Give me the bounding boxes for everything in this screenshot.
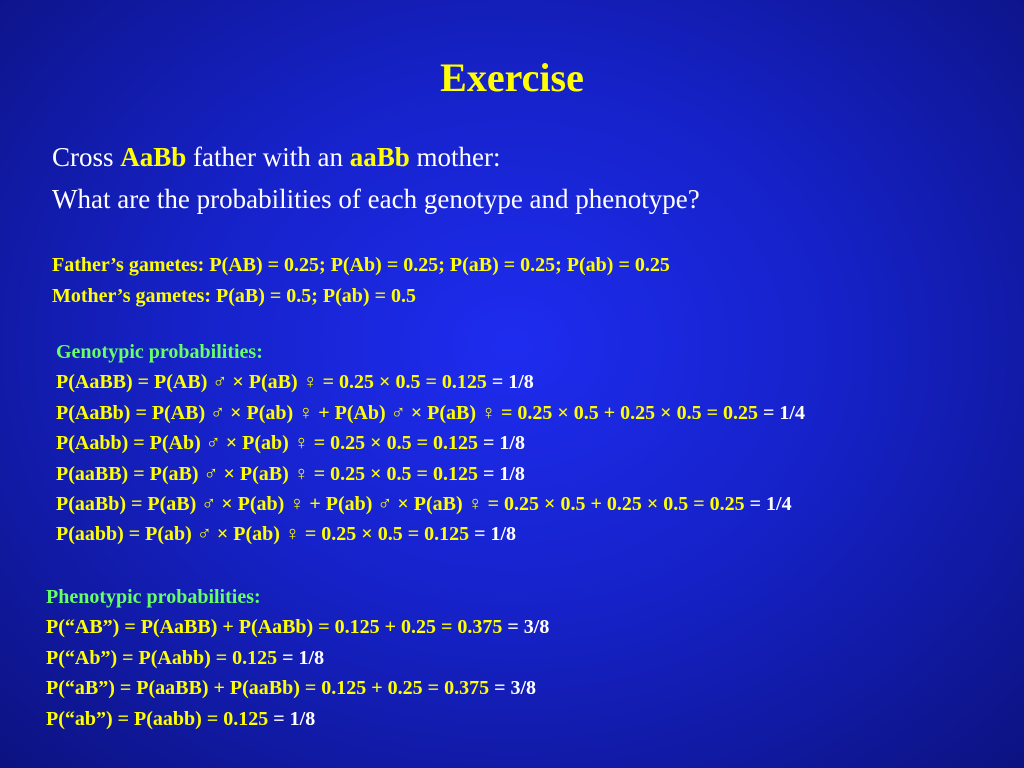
genotype-equation	[56, 489, 805, 519]
equation-result: = 1/8	[477, 432, 525, 455]
prompt-text-a: Cross	[52, 142, 121, 172]
genotype-equation	[56, 459, 805, 489]
phenotypic-header: Phenotypic probabilities:	[46, 586, 261, 608]
equation-result: = 3/8	[502, 616, 550, 639]
genotype-equation	[56, 367, 805, 397]
prompt-text-b: father with an	[186, 142, 350, 172]
father-gametes: Father’s gametes: P(AB) = 0.25; P(Ab) = 0.25; P(aB) = 0.25; P(ab) = 0.25	[52, 254, 670, 276]
genotype-equation	[56, 519, 805, 549]
equation-text: P(AaBB) = P(AB) ♂ × P(aB) ♀ = 0.25 × 0.5 = 0.125	[56, 371, 487, 394]
phenotypic-block	[46, 582, 549, 734]
genotypic-header: Genotypic probabilities:	[56, 341, 263, 363]
phenotype-equation	[46, 673, 549, 703]
equation-result: = 1/8	[477, 462, 525, 485]
genotypic-block	[56, 337, 805, 550]
phenotype-equation	[46, 612, 549, 642]
equation-result: = 1/8	[486, 371, 534, 394]
equation-result: = 1/4	[744, 493, 792, 516]
genotype-equation	[56, 398, 805, 428]
mother-genotype: aaBb	[349, 142, 410, 172]
prompt-text-c: mother:	[409, 142, 501, 172]
mother-gametes: Mother’s gametes: P(aB) = 0.5; P(ab) = 0.5	[52, 285, 416, 307]
prompt-line-2: What are the probabilities of each genotype and phenotype?	[52, 184, 700, 214]
equation-text: P(“Ab”) = P(Aabb) = 0.125	[46, 646, 278, 669]
equation-text: P(aaBB) = P(aB) ♂ × P(aB) ♀ = 0.25 × 0.5 = 0.125	[56, 462, 478, 485]
equation-text: P(aaBb) = P(aB) ♂ × P(ab) ♀ + P(ab) ♂ × P(aB) ♀ = 0.25 × 0.5 + 0.25 × 0.5 = 0.25	[56, 493, 745, 516]
phenotype-equation	[46, 643, 549, 673]
equation-result: = 1/8	[268, 707, 316, 730]
equation-text: P(AaBb) = P(AB) ♂ × P(ab) ♀ + P(Ab) ♂ × P(aB) ♀ = 0.25 × 0.5 + 0.25 × 0.5 = 0.25	[56, 401, 758, 424]
equation-result: = 1/8	[277, 646, 325, 669]
prompt-line-1	[52, 142, 501, 173]
equation-result: = 3/8	[489, 677, 537, 700]
equation-text: P(“ab”) = P(aabb) = 0.125	[46, 707, 269, 730]
genotype-equation	[56, 428, 805, 458]
slide-title: Exercise	[440, 55, 584, 100]
phenotype-equation	[46, 704, 549, 734]
father-genotype: AaBb	[120, 142, 187, 172]
equation-text: P(aabb) = P(ab) ♂ × P(ab) ♀ = 0.25 × 0.5 = 0.125	[56, 523, 470, 546]
equation-text: P(Aabb) = P(Ab) ♂ × P(ab) ♀ = 0.25 × 0.5 = 0.125	[56, 432, 478, 455]
equation-text: P(“AB”) = P(AaBB) + P(AaBb) = 0.125 + 0.25 = 0.375	[46, 616, 503, 639]
equation-result: = 1/8	[469, 523, 517, 546]
equation-text: P(“aB”) = P(aaBB) + P(aaBb) = 0.125 + 0.25 = 0.375	[46, 677, 490, 700]
equation-result: = 1/4	[757, 401, 805, 424]
